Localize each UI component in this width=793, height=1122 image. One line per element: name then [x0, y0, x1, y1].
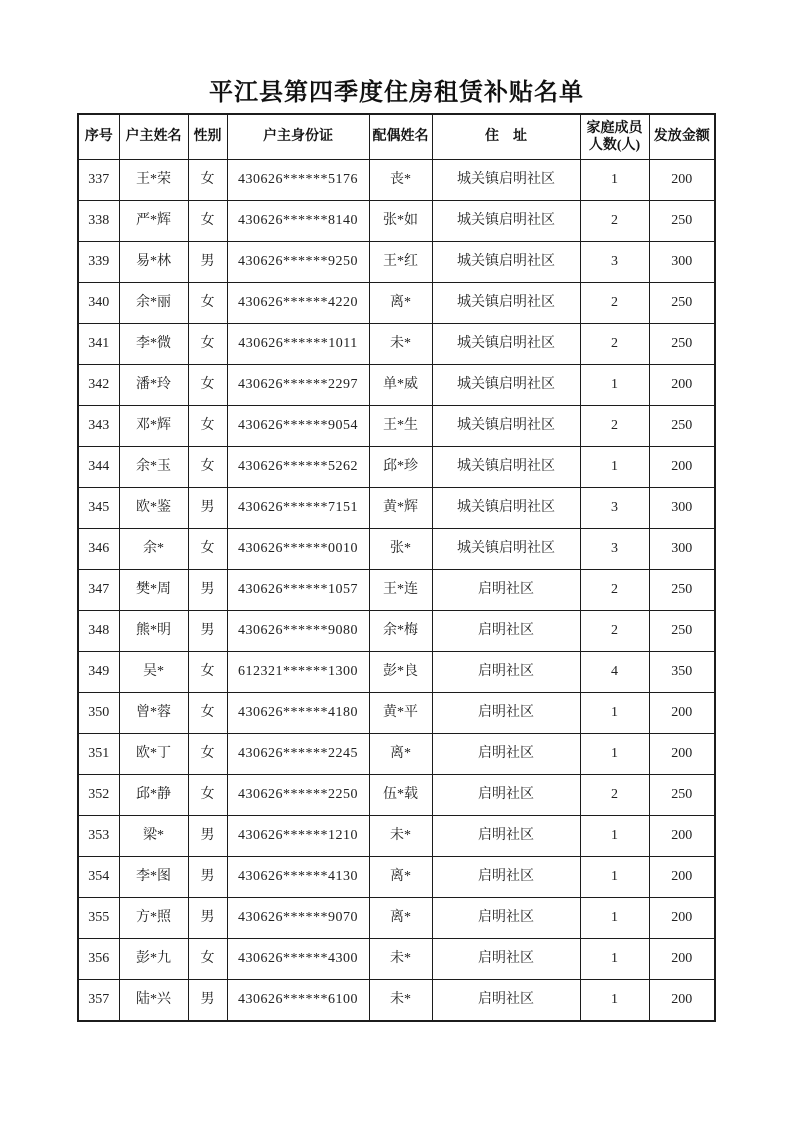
- column-header-members: 家庭成员 人数(人): [580, 114, 649, 160]
- cell-name: 李*微: [119, 324, 188, 365]
- cell-index: 347: [78, 570, 119, 611]
- cell-id: 430626******5262: [227, 447, 369, 488]
- cell-spouse: 单*威: [369, 365, 432, 406]
- cell-name: 曾*蓉: [119, 693, 188, 734]
- table-row: [78, 201, 715, 242]
- cell-gender: 女: [188, 652, 227, 693]
- cell-gender: 女: [188, 939, 227, 980]
- cell-amount: 250: [649, 775, 715, 816]
- table-row: [78, 939, 715, 980]
- cell-name: 余*玉: [119, 447, 188, 488]
- cell-name: 邓*辉: [119, 406, 188, 447]
- cell-name: 严*辉: [119, 201, 188, 242]
- cell-gender: 男: [188, 857, 227, 898]
- cell-name: 易*林: [119, 242, 188, 283]
- cell-id: 430626******4130: [227, 857, 369, 898]
- cell-amount: 300: [649, 488, 715, 529]
- cell-address: 城关镇启明社区: [432, 529, 580, 570]
- cell-index: 351: [78, 734, 119, 775]
- cell-members: 1: [580, 898, 649, 939]
- cell-gender: 女: [188, 365, 227, 406]
- cell-members: 1: [580, 734, 649, 775]
- cell-address: 启明社区: [432, 857, 580, 898]
- table-row: [78, 652, 715, 693]
- cell-gender: 女: [188, 734, 227, 775]
- cell-address: 城关镇启明社区: [432, 447, 580, 488]
- cell-name: 欧*丁: [119, 734, 188, 775]
- cell-amount: 300: [649, 529, 715, 570]
- cell-amount: 200: [649, 898, 715, 939]
- cell-gender: 男: [188, 816, 227, 857]
- cell-amount: 200: [649, 857, 715, 898]
- cell-index: 340: [78, 283, 119, 324]
- subsidy-table: [77, 113, 716, 1022]
- cell-address: 城关镇启明社区: [432, 201, 580, 242]
- cell-name: 吴*: [119, 652, 188, 693]
- cell-index: 343: [78, 406, 119, 447]
- cell-amount: 250: [649, 324, 715, 365]
- cell-spouse: 离*: [369, 857, 432, 898]
- cell-spouse: 未*: [369, 980, 432, 1022]
- column-header-address: 住 址: [432, 114, 580, 160]
- cell-id: 430626******4220: [227, 283, 369, 324]
- cell-address: 城关镇启明社区: [432, 283, 580, 324]
- table-row: [78, 857, 715, 898]
- cell-members: 1: [580, 939, 649, 980]
- cell-amount: 250: [649, 406, 715, 447]
- cell-spouse: 未*: [369, 324, 432, 365]
- cell-name: 李*图: [119, 857, 188, 898]
- cell-id: 430626******1011: [227, 324, 369, 365]
- cell-spouse: 丧*: [369, 160, 432, 201]
- column-header-id: 户主身份证: [227, 114, 369, 160]
- cell-gender: 女: [188, 693, 227, 734]
- cell-index: 355: [78, 898, 119, 939]
- cell-gender: 女: [188, 283, 227, 324]
- cell-amount: 200: [649, 816, 715, 857]
- cell-members: 2: [580, 611, 649, 652]
- column-header-spouse: 配偶姓名: [369, 114, 432, 160]
- cell-name: 余*: [119, 529, 188, 570]
- cell-address: 城关镇启明社区: [432, 488, 580, 529]
- cell-spouse: 余*梅: [369, 611, 432, 652]
- column-header-name: 户主姓名: [119, 114, 188, 160]
- cell-spouse: 离*: [369, 734, 432, 775]
- cell-amount: 200: [649, 734, 715, 775]
- cell-members: 1: [580, 980, 649, 1022]
- cell-id: 430626******4180: [227, 693, 369, 734]
- cell-address: 城关镇启明社区: [432, 160, 580, 201]
- cell-members: 2: [580, 775, 649, 816]
- cell-members: 2: [580, 406, 649, 447]
- cell-name: 陆*兴: [119, 980, 188, 1022]
- cell-index: 341: [78, 324, 119, 365]
- cell-address: 启明社区: [432, 570, 580, 611]
- cell-id: 430626******0010: [227, 529, 369, 570]
- table-row: [78, 283, 715, 324]
- cell-amount: 250: [649, 611, 715, 652]
- table-row: [78, 160, 715, 201]
- cell-members: 1: [580, 693, 649, 734]
- cell-amount: 200: [649, 693, 715, 734]
- cell-index: 352: [78, 775, 119, 816]
- cell-gender: 女: [188, 324, 227, 365]
- column-header-amount: 发放金额: [649, 114, 715, 160]
- cell-address: 启明社区: [432, 734, 580, 775]
- cell-gender: 女: [188, 529, 227, 570]
- cell-gender: 男: [188, 488, 227, 529]
- cell-gender: 男: [188, 898, 227, 939]
- cell-id: 430626******2250: [227, 775, 369, 816]
- table-row: [78, 898, 715, 939]
- cell-address: 城关镇启明社区: [432, 406, 580, 447]
- cell-name: 熊*明: [119, 611, 188, 652]
- cell-id: 430626******5176: [227, 160, 369, 201]
- cell-name: 邱*静: [119, 775, 188, 816]
- cell-address: 启明社区: [432, 939, 580, 980]
- cell-members: 4: [580, 652, 649, 693]
- cell-spouse: 张*: [369, 529, 432, 570]
- cell-name: 王*荣: [119, 160, 188, 201]
- table-row: [78, 734, 715, 775]
- table-row: [78, 693, 715, 734]
- table-row: [78, 447, 715, 488]
- cell-id: 430626******4300: [227, 939, 369, 980]
- cell-id: 430626******2297: [227, 365, 369, 406]
- cell-name: 余*丽: [119, 283, 188, 324]
- cell-amount: 200: [649, 980, 715, 1022]
- cell-spouse: 伍*载: [369, 775, 432, 816]
- table-row: [78, 488, 715, 529]
- cell-spouse: 未*: [369, 816, 432, 857]
- cell-index: 338: [78, 201, 119, 242]
- cell-address: 启明社区: [432, 898, 580, 939]
- cell-spouse: 彭*良: [369, 652, 432, 693]
- cell-address: 启明社区: [432, 652, 580, 693]
- cell-id: 612321******1300: [227, 652, 369, 693]
- cell-index: 337: [78, 160, 119, 201]
- cell-members: 1: [580, 816, 649, 857]
- cell-gender: 女: [188, 447, 227, 488]
- column-header-gender: 性别: [188, 114, 227, 160]
- cell-index: 345: [78, 488, 119, 529]
- cell-id: 430626******9054: [227, 406, 369, 447]
- cell-id: 430626******8140: [227, 201, 369, 242]
- cell-amount: 300: [649, 242, 715, 283]
- table-row: [78, 980, 715, 1022]
- table-row: [78, 365, 715, 406]
- cell-id: 430626******1057: [227, 570, 369, 611]
- cell-amount: 200: [649, 447, 715, 488]
- cell-name: 樊*周: [119, 570, 188, 611]
- cell-name: 方*照: [119, 898, 188, 939]
- cell-members: 2: [580, 283, 649, 324]
- cell-amount: 200: [649, 365, 715, 406]
- cell-name: 潘*玲: [119, 365, 188, 406]
- table-row: [78, 529, 715, 570]
- cell-spouse: 张*如: [369, 201, 432, 242]
- cell-amount: 250: [649, 283, 715, 324]
- cell-index: 346: [78, 529, 119, 570]
- cell-index: 353: [78, 816, 119, 857]
- cell-address: 启明社区: [432, 611, 580, 652]
- cell-address: 启明社区: [432, 775, 580, 816]
- cell-spouse: 王*生: [369, 406, 432, 447]
- cell-gender: 男: [188, 570, 227, 611]
- cell-members: 1: [580, 857, 649, 898]
- cell-address: 城关镇启明社区: [432, 324, 580, 365]
- table-row: [78, 406, 715, 447]
- cell-index: 339: [78, 242, 119, 283]
- table-row: [78, 816, 715, 857]
- cell-members: 2: [580, 324, 649, 365]
- cell-members: 3: [580, 488, 649, 529]
- cell-members: 1: [580, 365, 649, 406]
- cell-members: 3: [580, 529, 649, 570]
- cell-index: 348: [78, 611, 119, 652]
- cell-spouse: 离*: [369, 283, 432, 324]
- cell-index: 349: [78, 652, 119, 693]
- cell-index: 356: [78, 939, 119, 980]
- cell-id: 430626******2245: [227, 734, 369, 775]
- cell-gender: 男: [188, 611, 227, 652]
- cell-index: 350: [78, 693, 119, 734]
- cell-gender: 女: [188, 160, 227, 201]
- table-row: [78, 324, 715, 365]
- table-body: [78, 160, 715, 1022]
- cell-name: 梁*: [119, 816, 188, 857]
- cell-id: 430626******1210: [227, 816, 369, 857]
- cell-amount: 250: [649, 201, 715, 242]
- cell-members: 2: [580, 201, 649, 242]
- cell-spouse: 王*红: [369, 242, 432, 283]
- cell-index: 342: [78, 365, 119, 406]
- cell-address: 城关镇启明社区: [432, 242, 580, 283]
- column-header-index: 序号: [78, 114, 119, 160]
- cell-index: 354: [78, 857, 119, 898]
- table-row: [78, 242, 715, 283]
- cell-gender: 女: [188, 406, 227, 447]
- cell-members: 1: [580, 447, 649, 488]
- table-row: [78, 570, 715, 611]
- cell-amount: 350: [649, 652, 715, 693]
- cell-id: 430626******7151: [227, 488, 369, 529]
- cell-address: 启明社区: [432, 693, 580, 734]
- cell-name: 欧*鉴: [119, 488, 188, 529]
- table-header-row: [78, 114, 715, 160]
- cell-id: 430626******9080: [227, 611, 369, 652]
- cell-address: 城关镇启明社区: [432, 365, 580, 406]
- cell-id: 430626******9250: [227, 242, 369, 283]
- page-title: 平江县第四季度住房租赁补贴名单: [209, 80, 584, 106]
- cell-spouse: 王*连: [369, 570, 432, 611]
- cell-name: 彭*九: [119, 939, 188, 980]
- cell-gender: 男: [188, 980, 227, 1022]
- cell-members: 2: [580, 570, 649, 611]
- cell-spouse: 黄*辉: [369, 488, 432, 529]
- cell-members: 1: [580, 160, 649, 201]
- cell-gender: 男: [188, 242, 227, 283]
- cell-spouse: 离*: [369, 898, 432, 939]
- cell-amount: 200: [649, 939, 715, 980]
- cell-index: 357: [78, 980, 119, 1022]
- cell-index: 344: [78, 447, 119, 488]
- cell-amount: 250: [649, 570, 715, 611]
- cell-members: 3: [580, 242, 649, 283]
- cell-address: 启明社区: [432, 816, 580, 857]
- cell-spouse: 黄*平: [369, 693, 432, 734]
- cell-spouse: 邱*珍: [369, 447, 432, 488]
- cell-address: 启明社区: [432, 980, 580, 1022]
- cell-gender: 女: [188, 775, 227, 816]
- cell-gender: 女: [188, 201, 227, 242]
- cell-id: 430626******6100: [227, 980, 369, 1022]
- cell-id: 430626******9070: [227, 898, 369, 939]
- cell-amount: 200: [649, 160, 715, 201]
- table-row: [78, 775, 715, 816]
- table-row: [78, 611, 715, 652]
- cell-spouse: 未*: [369, 939, 432, 980]
